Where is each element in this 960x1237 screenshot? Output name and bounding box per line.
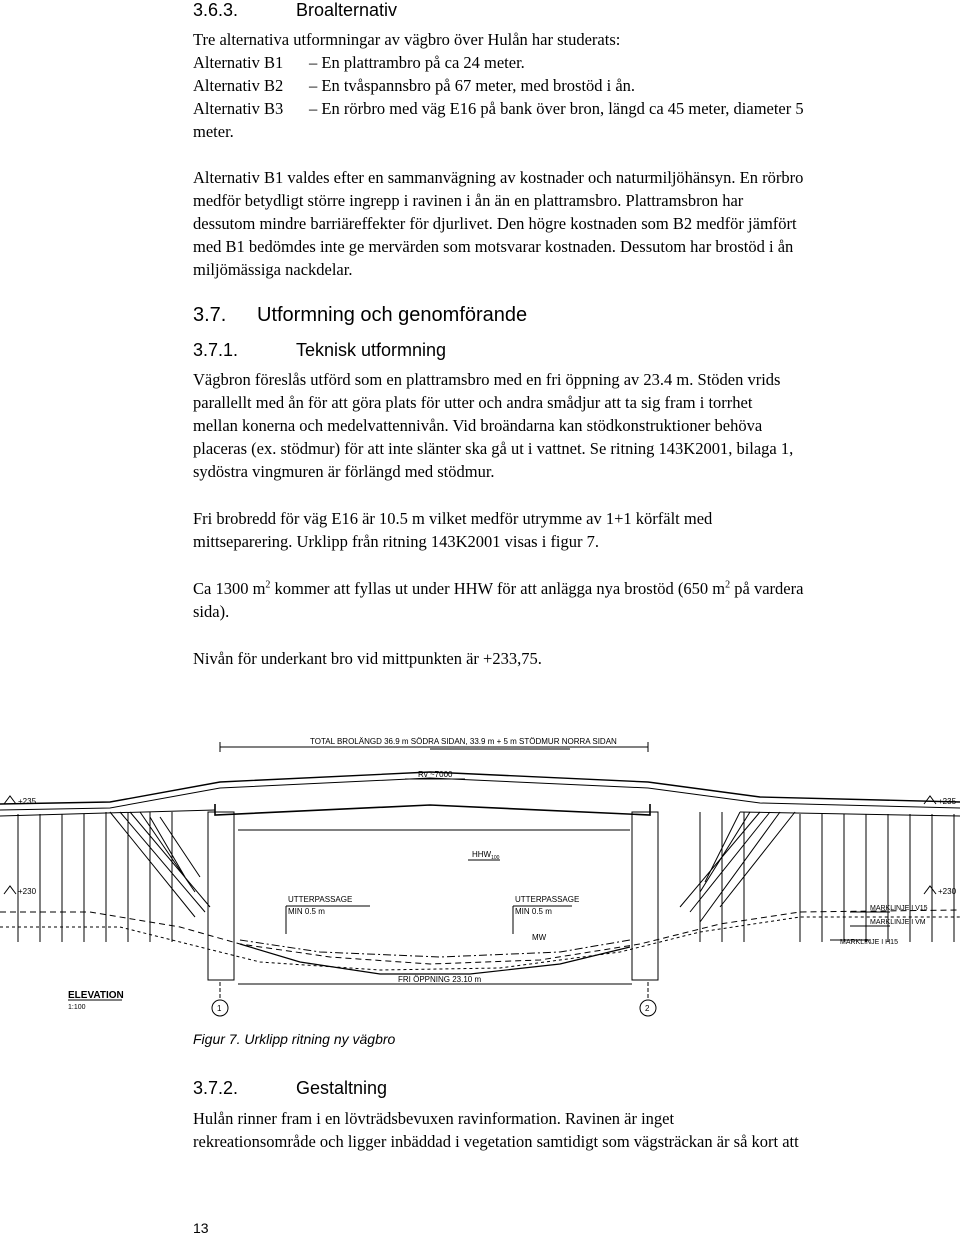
tech-line: placeras (ex. stödmur) för att inte slänter ska gå ut i vattnet. Se ritning 143K2001, bilaga 1, [193,439,794,458]
tech-line: Vägbron föreslås utförd som en plattramsbro med en fri öppning av 23.4 m. Stöden vrids [193,370,781,389]
bridge-deck [215,804,650,815]
mw-label: MW [532,933,547,942]
heading-3-7-2 [193,1078,387,1099]
heading-3-7 [193,304,527,327]
alternative-b2: Alternativ B2 – En tvåspannsbro på 67 meter, med brostöd i ån. [193,76,636,95]
choice-paragraph [193,166,883,281]
heading-number: 3.7.2. [193,1078,239,1098]
width-paragraph [193,507,883,553]
alternatives-paragraph [193,28,883,143]
axis-2-label: 2 [645,1004,650,1013]
bridge-elevation-drawing [0,712,960,1022]
heading-3-7-1 [193,340,446,361]
hhw-label: $HHW_{100}$ [472,850,500,861]
design-paragraph [193,1107,883,1153]
heading-number: 3.7. [193,304,227,326]
axis-1-label: 1 [217,1004,222,1013]
utterpassage-left-min: MIN 0.5 m [288,907,325,916]
design-line: rekreationsområde och ligger inbäddad i vegetation samtidigt som vägsträckan är så kort att [193,1132,799,1151]
tech-line: mellan konerna och medelvattennivån. Vid broändarna kan stödkonstruktioner behöva [193,416,763,435]
technical-paragraph [193,368,883,483]
level-235-left-label: +235 [18,797,37,806]
tech-line: sydöstra vingmuren är förlängd med stödmur. [193,462,495,481]
level-235-right-label: +235 [938,797,957,806]
heading-3-6-3 [193,0,397,21]
total-length-label: TOTAL BROLÄNGD 36.9 m SÖDRA SIDAN, 33.9 m + 5 m STÖDMUR NORRA SIDAN [310,737,617,746]
utterpassage-left-label: UTTERPASSAGE [288,895,353,904]
heading-title: Utformning och genomförande [257,304,528,326]
choice-line: medför betydligt större ingrepp i ravinen i ån än en plattramsbro. Plattramsbron har [193,191,744,210]
left-piles [18,812,172,942]
alternative-b3-cont: meter. [193,122,234,141]
marklinje-h15-label: MARKLINJE I H15 [840,939,898,946]
terrain-line [0,910,960,964]
design-line: Hulån rinner fram i en lövträdsbevuxen ravinformation. Ravinen är inget [193,1109,675,1128]
tech-line: parallellt med ån för att göra plats för utter och andra smådjur att ta sig fram i torrhet [193,393,753,412]
right-fan-lines [680,812,795,922]
fill-paragraph [193,577,883,623]
intro-line: Tre alternativa utformningar av vägbro över Hulån har studerats: [193,30,621,49]
marklinje-vm-label: MARKLINJE I VM [870,919,926,926]
elevation-title: ELEVATION [68,990,124,1001]
fri-oppning-label: FRI ÖPPNING 23.10 m [398,975,482,984]
fill-line-2: sida). [193,602,230,621]
level-line: Nivån för underkant bro vid mittpunkten är +233,75. [193,649,542,668]
north-abutment [632,812,658,980]
page-number: 13 [193,1220,209,1236]
alternative-b3: Alternativ B3 – En rörbro med väg E16 på bank över bron, längd ca 45 meter, diameter 5 [193,99,804,118]
level-marker-235-left [4,796,16,804]
fill-line: Ca 1300 $m^2$ kommer att fyllas ut under HHW för att anlägga nya brostöd (650 $m^2$ på vardera [193,579,804,598]
utterpassage-right-min: MIN 0.5 m [515,907,552,916]
heading-title: Gestaltning [296,1078,388,1098]
level-marker-235-right [924,796,936,804]
radius-label: Rv ~7000 [418,770,453,779]
marklinje-v15-label: MARKLINJE I V15 [870,905,928,912]
road-profile [0,772,960,804]
level-230-left-label: +230 [18,887,37,896]
left-fan-lines [110,812,210,917]
south-abutment [208,812,234,980]
heading-title: Teknisk utformning [296,340,447,360]
utterpassage-right-label: UTTERPASSAGE [515,895,580,904]
heading-number: 3.6.3. [193,0,239,20]
level-230-right-label: +230 [938,887,957,896]
level-marker-230-left [4,886,16,894]
width-line: mittseparering. Urklipp från ritning 143K2001 visas i figur 7. [193,532,600,551]
choice-line: Alternativ B1 valdes efter en sammanvägning av kostnader och naturmiljöhänsyn. En rörbro [193,168,804,187]
choice-line: med B1 bedömdes inte ge mervärden som motsvarar kostnaden. Dessutom har brostöd i ån [193,237,794,256]
heading-number: 3.7.1. [193,340,239,360]
elevation-scale: 1:100 [68,1004,86,1011]
width-line: Fri brobredd för väg E16 är 10.5 m vilket medför utrymme av 1+1 körfält med [193,509,713,528]
choice-line: miljömässiga nackdelar. [193,260,353,279]
level-marker-230-right [924,886,936,894]
alternative-b1: Alternativ B1 – En plattrambro på ca 24 meter. [193,53,525,72]
level-paragraph [193,647,883,670]
choice-line: dessutom mindre barriäreffekter för djurlivet. Den högre kostnaden som B2 medför jämfört [193,214,797,233]
heading-title: Broalternativ [296,0,398,20]
figure-caption: Figur 7. Urklipp ritning ny vägbro [193,1031,396,1047]
